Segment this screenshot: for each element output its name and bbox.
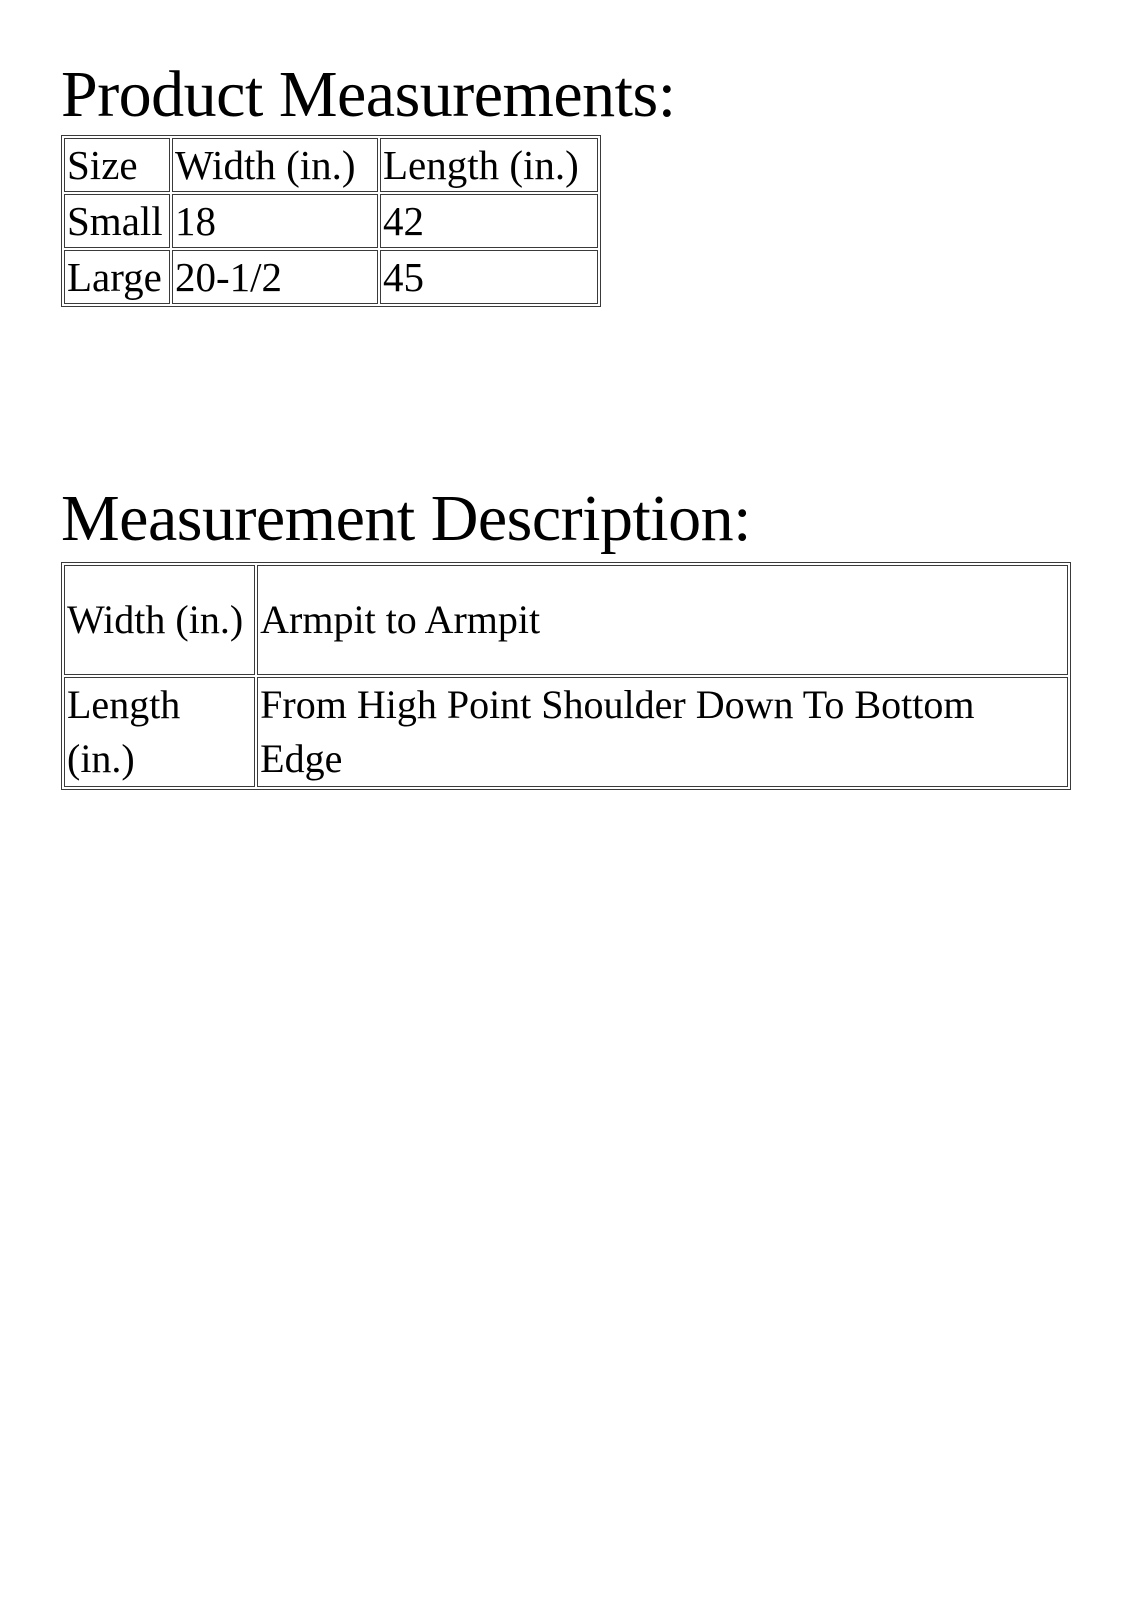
header-length: Length (in.) xyxy=(380,138,598,192)
measurements-table xyxy=(61,135,601,307)
header-width: Width (in.) xyxy=(172,138,378,192)
description-term: Width (in.) xyxy=(64,565,255,675)
table-row xyxy=(64,250,598,304)
measurement-description-title: Measurement Description: xyxy=(61,482,751,555)
cell-size: Large xyxy=(64,250,170,304)
header-size: Size xyxy=(64,138,170,192)
cell-size: Small xyxy=(64,194,170,248)
cell-length: 42 xyxy=(380,194,598,248)
table-row xyxy=(64,565,1068,675)
cell-width: 20-1/2 xyxy=(172,250,378,304)
cell-width: 18 xyxy=(172,194,378,248)
description-table xyxy=(61,562,1071,790)
table-row xyxy=(64,194,598,248)
cell-length: 45 xyxy=(380,250,598,304)
product-measurements-title: Product Measurements: xyxy=(61,58,676,131)
description-text: Armpit to Armpit xyxy=(257,565,1068,675)
table-header-row xyxy=(64,138,598,192)
description-term: Length (in.) xyxy=(64,677,255,787)
table-row xyxy=(64,677,1068,787)
description-text: From High Point Shoulder Down To Bottom Edge xyxy=(257,677,1068,787)
